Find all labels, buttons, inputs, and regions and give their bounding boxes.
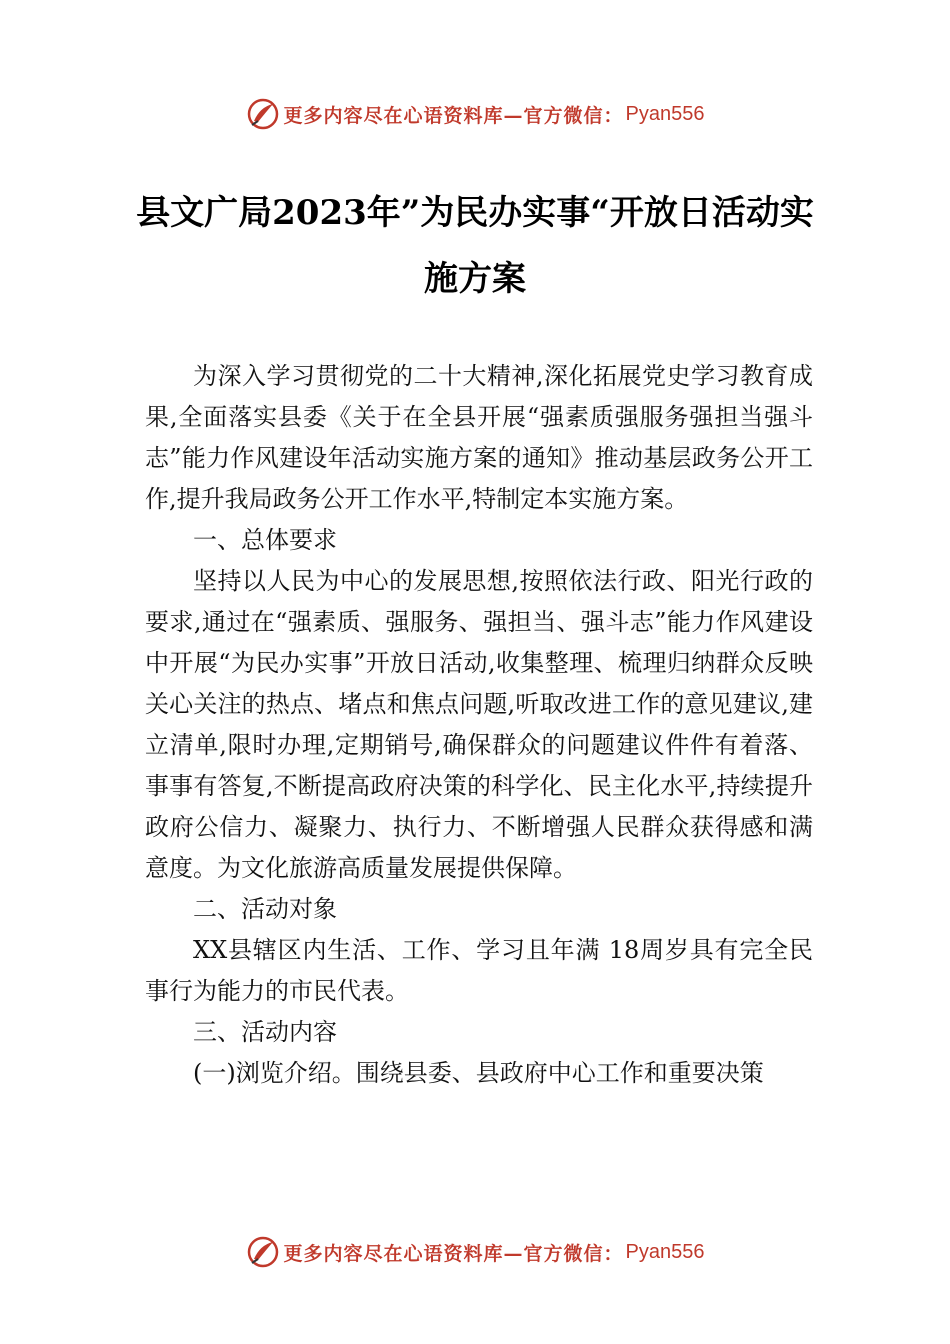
document-body <box>145 356 813 1094</box>
pen-logo-icon <box>246 1235 280 1269</box>
section-heading-1: 一、总体要求 <box>193 526 337 554</box>
paragraph-content: (一)浏览介绍。围绕县委、县政府中心工作和重要决策 <box>193 1059 764 1087</box>
section-heading-3: 三、活动内容 <box>193 1018 337 1046</box>
footer-watermark-banner <box>0 1232 950 1272</box>
header-watermark-banner <box>0 94 950 134</box>
paragraph-requirements: 坚持以人民为中心的发展思想,按照依法行政、阳光行政的要求,通过在“强素质、强服务、强担当、强斗志”能力作风建设中开展“为民办实事”开放日活动,收集整理、梳理归纳群众反映关心关注的热点、堵点和焦点问题,听取改进工作的意见建议,建立清单,限时办理,定期销号,确保群众的问题建议件件有着落、事事有答复,不断提高政府决策的科学化、民主化水平,持续提升政府公信力、凝聚力、执行力、不断增强人民群众获得感和满意度。为文化旅游高质量发展提供保障。 <box>145 567 813 882</box>
document-title: 县文广局2023年”为民办实事“开放日活动实施方案 <box>136 193 814 299</box>
paragraph-targets: XX县辖区内生活、工作、学习且年满 18周岁具有完全民事行为能力的市民代表。 <box>145 936 813 1005</box>
paragraph-intro: 为深入学习贯彻党的二十大精神,深化拓展党史学习教育成果,全面落实县委《关于在全县开展“强素质强服务强担当强斗志”能力作风建设年活动实施方案的通知》推动基层政务公开工作,提升我局政务公开工作水平,特制定本实施方案。 <box>145 362 813 513</box>
pen-logo-icon <box>246 97 280 131</box>
banner-wechat-id: Pyan556 <box>625 102 705 125</box>
banner-text: 更多内容尽在心语资料库—官方微信： <box>283 104 624 127</box>
section-heading-2: 二、活动对象 <box>193 895 337 923</box>
banner-wechat-id: Pyan556 <box>625 1240 705 1263</box>
banner-text: 更多内容尽在心语资料库—官方微信： <box>283 1242 624 1265</box>
